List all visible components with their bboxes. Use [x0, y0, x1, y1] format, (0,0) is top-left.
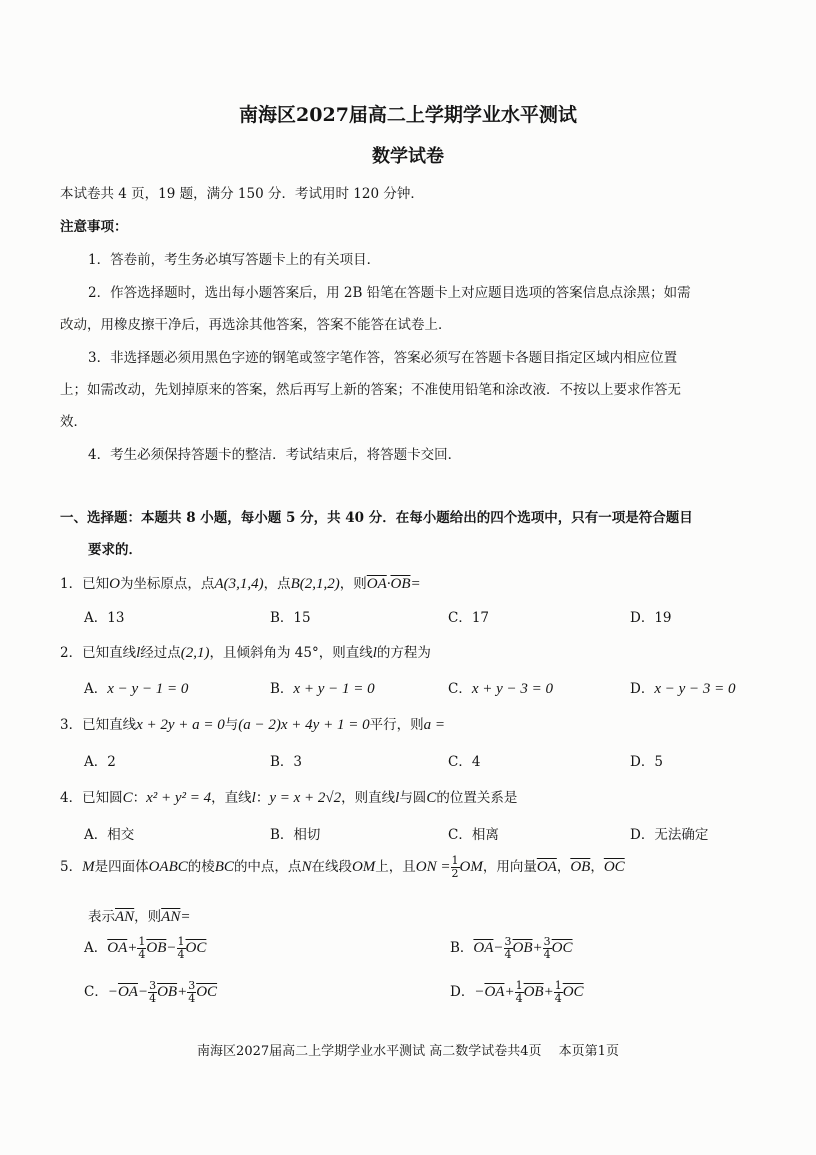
q5-equals: =	[180, 909, 191, 925]
q5-vector-an: $\overline{AN}$	[161, 909, 181, 925]
option-label: C．	[448, 827, 472, 843]
q2-var-l: l	[372, 645, 377, 661]
q5-on: ON =	[415, 859, 451, 875]
option-label: B．	[270, 827, 294, 843]
option-text: 2	[107, 754, 116, 770]
option-label: D．	[630, 827, 655, 843]
question-5	[60, 855, 625, 880]
q1-option-a[interactable]	[84, 606, 124, 626]
option-text: x + y − 3 = 0	[471, 681, 554, 697]
q4-var-c: C	[426, 790, 437, 806]
option-sign: +	[543, 984, 554, 1000]
question-4	[60, 786, 517, 807]
q2-point: (2,1)	[180, 645, 210, 661]
q2-var-l: l	[136, 645, 141, 661]
option-label: C．	[448, 610, 472, 626]
option-label: D．	[630, 681, 655, 697]
q3-option-c[interactable]	[448, 750, 480, 770]
q2-option-d[interactable]	[630, 677, 736, 698]
notice-heading: 注意事项：	[60, 219, 128, 235]
q5-text: 上，且	[375, 859, 416, 875]
q5-option-d[interactable]	[450, 980, 584, 1005]
q4-option-b[interactable]	[270, 823, 320, 843]
q3-var-a: a =	[423, 717, 445, 733]
exam-intro: 本试卷共 4 页，19 题，满分 150 分．考试用时 120 分钟．	[60, 186, 424, 202]
option-sign: −	[137, 984, 149, 1000]
q5-fraction-half: $\frac{1}{2}$	[451, 854, 459, 880]
option-fraction: $\frac{1}{4}$	[515, 979, 523, 1005]
q5-text: 的中点，点	[233, 859, 302, 875]
option-text: 相切	[293, 827, 321, 843]
q2-text: 的方程为	[376, 645, 431, 661]
q4-line-eq: y = x + 2√2	[269, 790, 342, 806]
q2-text: ，且倾斜角为 45°，则直线	[209, 645, 373, 661]
q1-var-o: O	[109, 576, 120, 592]
option-text: 13	[107, 610, 125, 626]
q4-var-l: l	[251, 790, 256, 806]
option-sign: −	[107, 984, 118, 1000]
q5-option-a[interactable]	[84, 936, 206, 961]
q1-text: ，点	[263, 576, 291, 592]
q3-text: 平行，则	[369, 717, 424, 733]
q3-number: 3．	[60, 717, 83, 733]
notice-item-3: 3．非选择题必须用黑色字迹的钢笔或签字笔作答，答案必须写在答题卡各题目指定区域内相应位置	[88, 350, 678, 366]
notice-item-1: 1．答卷前，考生务必填写答题卡上的有关项目．	[88, 252, 381, 268]
option-vector: $\overline{OC}$	[185, 940, 207, 956]
option-vector: $\overline{OB}$	[157, 984, 178, 1000]
q1-text: 已知	[82, 576, 110, 592]
q4-circle-eq: x² + y² = 4	[146, 790, 212, 806]
option-vector: $\overline{OA}$	[117, 984, 138, 1000]
option-label: A．	[84, 754, 108, 770]
q5-text: 是四面体	[94, 859, 149, 875]
q3-text: 已知直线	[82, 717, 137, 733]
q3-line-1: x + 2y + a = 0	[136, 717, 225, 733]
option-text: 相交	[107, 827, 135, 843]
q1-option-c[interactable]	[448, 606, 489, 626]
q4-var-c: C	[122, 790, 133, 806]
option-text: 15	[293, 610, 311, 626]
q5-text: ，用向量	[482, 859, 537, 875]
notice-item-2-cont: 改动，用橡皮擦干净后，再选涂其他答案，答案不能答在试卷上．	[60, 317, 452, 333]
question-5-cont	[88, 905, 190, 926]
q4-text: 已知圆	[82, 790, 123, 806]
option-label: B．	[270, 610, 294, 626]
q5-tetrahedron: OABC	[148, 859, 188, 875]
q2-option-a[interactable]	[84, 677, 188, 698]
q5-number: 5．	[60, 859, 83, 875]
section-1-heading: 一、选择题：本题共 8 小题，每小题 5 分，共 40 分．在每小题给出的四个选项中，只有一项是符合题目	[60, 510, 693, 526]
option-fraction: $\frac{3}{4}$	[188, 979, 196, 1005]
q5-segment-om: OM	[351, 859, 376, 875]
q4-text: ：	[132, 790, 147, 806]
q2-option-c[interactable]	[448, 677, 553, 698]
q2-option-b[interactable]	[270, 677, 375, 698]
option-text: 3	[293, 754, 303, 770]
q5-om: OM	[459, 859, 483, 875]
option-vector: $\overline{OA}$	[484, 984, 505, 1000]
option-label: B．	[270, 754, 294, 770]
question-3	[60, 713, 445, 734]
q5-text: 的棱	[187, 859, 215, 875]
q4-number: 4．	[60, 790, 83, 806]
option-text: x − y − 1 = 0	[107, 681, 189, 697]
option-text: 相离	[471, 827, 499, 843]
option-text: 4	[471, 754, 481, 770]
q1-vector-ob: $\overline{OB}$	[390, 576, 411, 592]
option-label: C．	[84, 984, 108, 1000]
option-label: A．	[84, 940, 108, 956]
q3-option-b[interactable]	[270, 750, 302, 770]
option-sign: −	[474, 984, 485, 1000]
notice-item-3-end: 效．	[60, 414, 87, 430]
q1-vector-oa: $\overline{OA}$	[366, 576, 387, 592]
option-sign: +	[504, 984, 515, 1000]
section-1-heading-cont: 要求的．	[88, 542, 142, 558]
option-sign: −	[493, 940, 504, 956]
option-label: B．	[450, 940, 474, 956]
option-text: 无法确定	[654, 827, 709, 843]
q4-option-a[interactable]	[84, 823, 134, 843]
option-fraction: $\frac{1}{4}$	[554, 979, 562, 1005]
q5-vector-oa: $\overline{OA}$	[536, 859, 557, 875]
option-vector: $\overline{OC}$	[551, 940, 573, 956]
option-fraction: $\frac{3}{4}$	[504, 935, 512, 961]
exam-title: 南海区2027届高二上学期学业水平测试	[239, 104, 577, 126]
q5-var-m: M	[82, 859, 95, 875]
q2-text: 经过点	[140, 645, 181, 661]
q4-option-c[interactable]	[448, 823, 499, 843]
option-label: A．	[84, 610, 108, 626]
q5-text: 在线段	[311, 859, 352, 875]
option-label: C．	[448, 754, 472, 770]
option-sign: +	[177, 984, 188, 1000]
q1-point-a: A(3,1,4)	[214, 576, 264, 592]
option-text: x − y − 3 = 0	[654, 681, 736, 697]
option-vector: $\overline{OB}$	[523, 984, 544, 1000]
q1-text: ，则	[339, 576, 367, 592]
option-text: 5	[654, 754, 663, 770]
option-sign: +	[532, 940, 543, 956]
q4-option-d[interactable]	[630, 823, 708, 843]
notice-item-2: 2．作答选择题时，选出每小题答案后，用 2B 铅笔在答题卡上对应题目选项的答案信息点涂黑；如需	[88, 285, 691, 301]
q4-text: 的位置关系是	[436, 790, 518, 806]
q4-text: ，直线	[211, 790, 252, 806]
option-vector: $\overline{OC}$	[196, 984, 218, 1000]
q5-vector-ob: $\overline{OB}$	[570, 859, 591, 875]
q5-separator: ，	[556, 859, 571, 875]
q1-equals: =	[410, 576, 421, 592]
q5-text: 表示	[88, 909, 115, 925]
question-2	[60, 641, 431, 662]
q5-edge-bc: BC	[214, 859, 234, 875]
q1-text: 为坐标原点，点	[119, 576, 215, 592]
q4-var-l: l	[395, 790, 400, 806]
q4-text: 与圆	[399, 790, 427, 806]
q1-number: 1．	[60, 576, 83, 592]
option-fraction: $\frac{3}{4}$	[543, 935, 551, 961]
option-label: C．	[448, 681, 472, 697]
option-text: x + y − 1 = 0	[293, 681, 375, 697]
q5-option-b[interactable]	[450, 936, 573, 961]
option-label: D．	[630, 610, 655, 626]
option-sign: −	[166, 940, 177, 956]
q4-text: ：	[255, 790, 270, 806]
option-label: A．	[84, 827, 108, 843]
option-vector: $\overline{OA}$	[473, 940, 494, 956]
q5-vector-oc: $\overline{OC}$	[603, 859, 625, 875]
q5-option-c[interactable]	[84, 980, 217, 1005]
option-label: D．	[630, 754, 655, 770]
page-footer: 南海区2027届高二上学期学业水平测试 高二数学试卷共4页 本页第1页	[197, 1044, 619, 1059]
option-fraction: $\frac{1}{4}$	[177, 935, 185, 961]
option-vector: $\overline{OC}$	[562, 984, 584, 1000]
q2-number: 2．	[60, 645, 83, 661]
q3-option-d[interactable]	[630, 750, 663, 770]
q5-vector-an: $\overline{AN}$	[115, 909, 135, 925]
q1-option-d[interactable]	[630, 606, 672, 626]
exam-subtitle: 数学试卷	[372, 146, 444, 167]
option-label: D．	[450, 984, 475, 1000]
q3-line-2: (a − 2)x + 4y + 1 = 0	[238, 717, 370, 733]
q3-option-a[interactable]	[84, 750, 116, 770]
q1-option-b[interactable]	[270, 606, 311, 626]
notice-item-4: 4．考生必须保持答题卡的整洁．考试结束后，将答题卡交回．	[88, 447, 462, 463]
q1-point-b: B(2,1,2)	[290, 576, 340, 592]
notice-item-3-cont: 上；如需改动，先划掉原来的答案，然后再写上新的答案；不准使用铅笔和涂改液．不按以上要求作答无	[60, 382, 681, 398]
q1-dot: ·	[386, 576, 391, 592]
question-1	[60, 572, 421, 593]
option-vector: $\overline{OB}$	[146, 940, 167, 956]
q5-text: ，则	[134, 909, 162, 925]
q5-separator: ，	[590, 859, 604, 875]
q4-text: ，则直线	[341, 790, 396, 806]
q5-var-n: N	[301, 859, 312, 875]
option-sign: +	[127, 940, 138, 956]
option-fraction: $\frac{1}{4}$	[138, 935, 146, 961]
option-fraction: $\frac{3}{4}$	[149, 979, 157, 1005]
option-text: 17	[471, 610, 490, 626]
option-text: 19	[654, 610, 672, 626]
option-label: A．	[84, 681, 108, 697]
option-label: B．	[270, 681, 294, 697]
q2-text: 已知直线	[82, 645, 137, 661]
option-vector: $\overline{OA}$	[107, 940, 128, 956]
q3-text: 与	[224, 717, 239, 733]
option-vector: $\overline{OB}$	[512, 940, 533, 956]
